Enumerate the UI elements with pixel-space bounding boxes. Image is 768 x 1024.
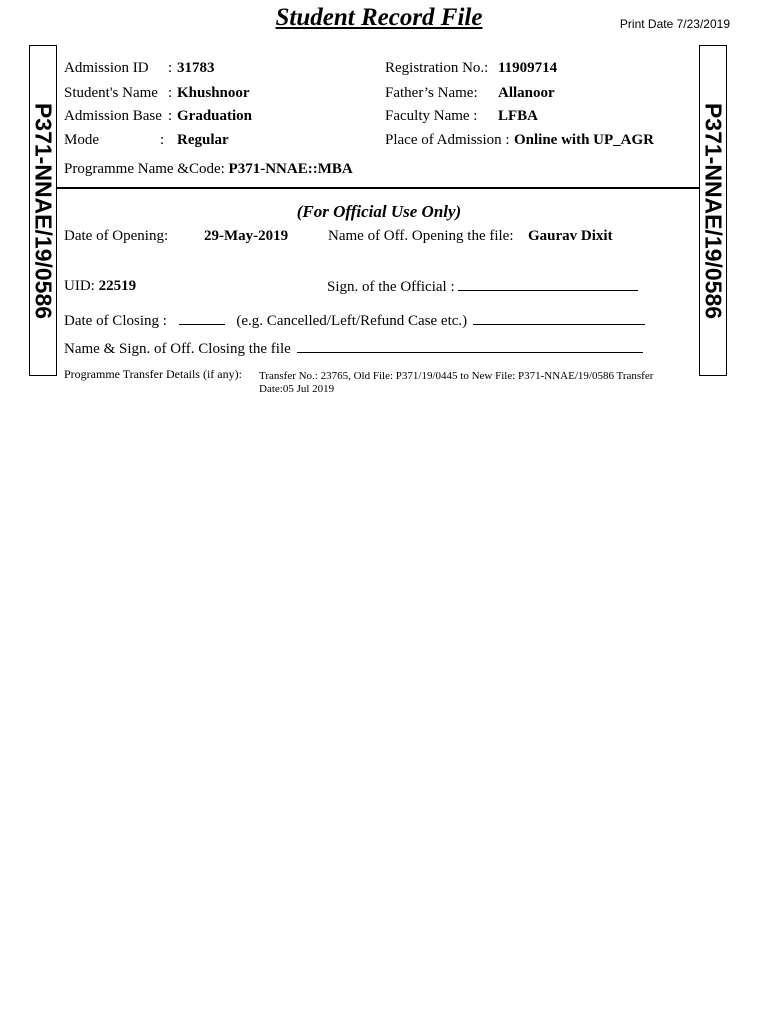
father-name-label: Father’s Name: bbox=[385, 85, 478, 101]
registration-no-label: Registration No.: bbox=[385, 60, 489, 76]
place-of-admission-label: Place of Admission : bbox=[385, 132, 510, 148]
section-divider bbox=[57, 187, 699, 189]
file-code-left: P371-NNAE/19/0586 bbox=[30, 102, 57, 319]
sign-official-line bbox=[458, 278, 638, 291]
closing-sign-row bbox=[64, 340, 643, 358]
student-name-value: Khushnoor bbox=[177, 85, 250, 101]
closing-sign-line bbox=[297, 340, 643, 353]
admission-id-label: Admission ID bbox=[64, 60, 149, 76]
official-use-heading: (For Official Use Only) bbox=[296, 202, 462, 221]
programme-transfer-details: Transfer No.: 23765, Old File: P371/19/0445 to New File: P371-NNAE/19/0586 Transfer Date:05 Jul 2019 bbox=[259, 370, 654, 395]
closing-row bbox=[64, 312, 645, 330]
registration-no-value: 11909714 bbox=[498, 60, 558, 76]
date-of-opening-value: 29-May-2019 bbox=[204, 228, 289, 244]
mode-colon: : bbox=[160, 132, 165, 148]
closing-sign-label: Name & Sign. of Off. Closing the file bbox=[64, 341, 291, 357]
faculty-name-value: LFBA bbox=[498, 108, 539, 124]
mode-value: Regular bbox=[177, 132, 229, 148]
admission-base-colon: : bbox=[168, 108, 173, 124]
admission-id-value: 31783 bbox=[177, 60, 215, 76]
uid-value: 22519 bbox=[98, 278, 137, 294]
page-title: Student Record File bbox=[275, 4, 483, 31]
place-of-admission-value: Online with UP_AGR bbox=[514, 132, 655, 148]
date-of-closing-label: Date of Closing : bbox=[64, 313, 167, 329]
closing-example: (e.g. Cancelled/Left/Refund Case etc.) bbox=[236, 313, 468, 329]
admission-id-colon: : bbox=[168, 60, 173, 76]
programme-transfer-label: Programme Transfer Details (if any): bbox=[64, 367, 242, 381]
uid-row bbox=[64, 278, 136, 295]
uid-label: UID: bbox=[64, 278, 95, 294]
admission-base-label: Admission Base bbox=[64, 108, 162, 124]
opening-official-value: Gaurav Dixit bbox=[528, 228, 613, 244]
print-date: Print Date 7/23/2019 bbox=[619, 17, 730, 31]
programme-label: Programme Name &Code: bbox=[64, 161, 225, 177]
admission-base-value: Graduation bbox=[177, 108, 253, 124]
file-code-right: P371-NNAE/19/0586 bbox=[700, 102, 727, 319]
student-name-colon: : bbox=[168, 85, 173, 101]
date-of-closing-line bbox=[179, 312, 225, 325]
opening-official-label: Name of Off. Opening the file: bbox=[328, 228, 514, 244]
closing-reason-line bbox=[473, 312, 645, 325]
faculty-name-label: Faculty Name : bbox=[385, 108, 478, 124]
mode-label: Mode bbox=[64, 132, 99, 148]
father-name-value: Allanoor bbox=[498, 85, 555, 101]
date-of-opening-label: Date of Opening: bbox=[64, 228, 169, 244]
sign-official-label: Sign. of the Official : bbox=[327, 279, 455, 295]
student-name-label: Student's Name bbox=[64, 85, 158, 101]
programme-value: P371-NNAE::MBA bbox=[228, 161, 353, 177]
sign-official-row bbox=[327, 278, 638, 296]
programme-row bbox=[64, 161, 353, 178]
